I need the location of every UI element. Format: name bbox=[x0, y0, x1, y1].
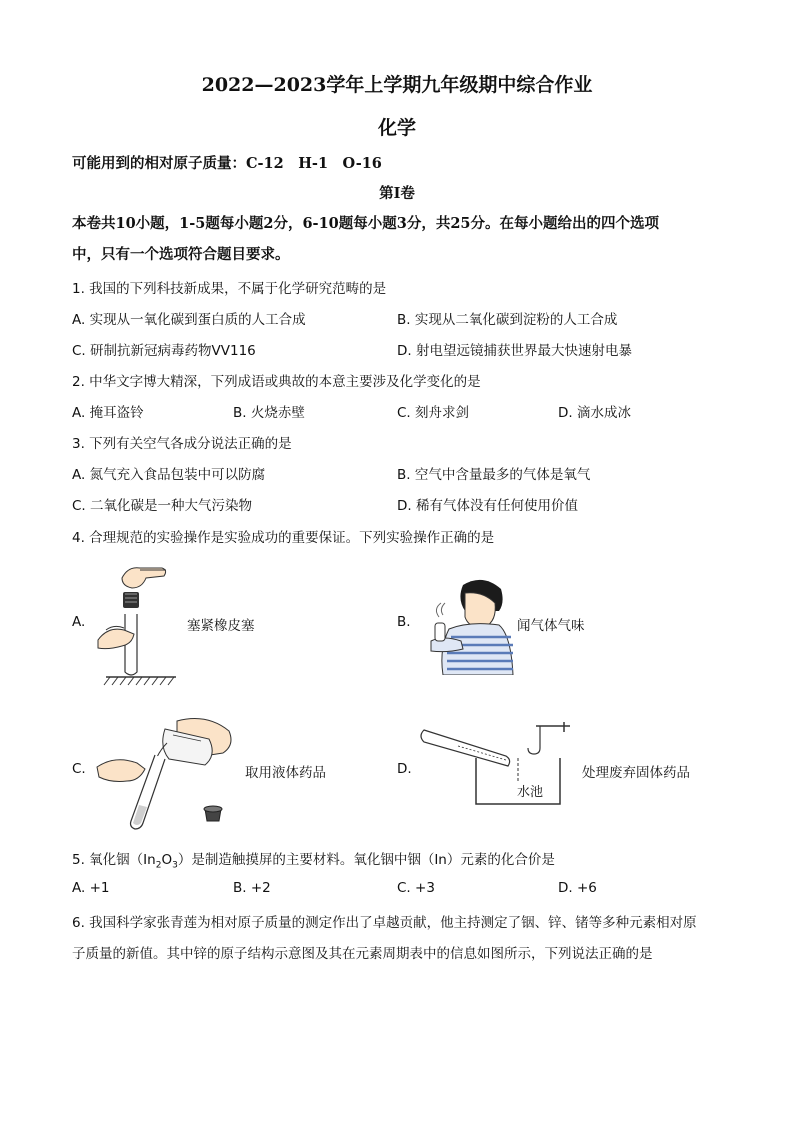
q5-option-a: A. +1 bbox=[72, 880, 110, 896]
smelling-gas-figure bbox=[425, 575, 515, 675]
q4-option-a-letter: A. bbox=[72, 614, 86, 630]
q4-option-a-caption: 塞紧橡皮塞 bbox=[187, 618, 255, 634]
q2-option-b: B. 火烧赤壁 bbox=[233, 405, 305, 421]
q4-option-d-caption: 处理废弃固体药品 bbox=[582, 765, 690, 781]
q3-option-c: C. 二氧化碳是一种大气污染物 bbox=[72, 498, 253, 514]
sink-disposal-figure bbox=[418, 718, 578, 810]
q5-stem-post: ）是制造触摸屏的主要材料。氧化铟中铟（In）元素的化合价是 bbox=[177, 852, 555, 868]
q3-option-a: A. 氮气充入食品包装中可以防腐 bbox=[72, 467, 266, 483]
q6-line-1: 6. 我国科学家张青莲为相对原子质量的测定作出了卓越贡献，他主持测定了铟、锌、锗等多种元素相对原 bbox=[72, 915, 697, 931]
q5-option-c: C. +3 bbox=[397, 880, 435, 896]
q1-option-c: C. 研制抗新冠病毒药物VV116 bbox=[72, 343, 256, 359]
q1-option-a: A. 实现从一氧化碳到蛋白质的人工合成 bbox=[72, 312, 306, 328]
q5-option-b: B. +2 bbox=[233, 880, 271, 896]
q4-option-b-letter: B. bbox=[397, 614, 411, 630]
sink-label: 水池 bbox=[517, 785, 544, 800]
q3-option-d: D. 稀有气体没有任何使用价值 bbox=[397, 498, 578, 514]
q4-option-c-caption: 取用液体药品 bbox=[245, 765, 326, 781]
q4-stem: 4. 合理规范的实验操作是实验成功的重要保证。下列实验操作正确的是 bbox=[72, 530, 495, 546]
q4-option-b-caption: 闻气体气味 bbox=[517, 618, 585, 634]
q3-option-b: B. 空气中含量最多的气体是氧气 bbox=[397, 467, 591, 483]
q5-sub-2: 3 bbox=[172, 860, 178, 871]
q5-option-d: D. +6 bbox=[558, 880, 597, 896]
q5-stem-mid: O bbox=[161, 852, 173, 868]
q2-stem: 2. 中华文字博大精深，下列成语或典故的本意主要涉及化学变化的是 bbox=[72, 374, 481, 390]
q3-stem: 3. 下列有关空气各成分说法正确的是 bbox=[72, 436, 292, 452]
q6-line-2: 子质量的新值。其中锌的原子结构示意图及其在元素周期表中的信息如图所示，下列说法正确的是 bbox=[72, 946, 653, 962]
q5-sub-1: 2 bbox=[155, 860, 162, 871]
atomic-masses: 可能用到的相对原子质量：C-12 H-1 O-16 bbox=[72, 155, 382, 172]
q1-stem: 1. 我国的下列科技新成果，不属于化学研究范畴的是 bbox=[72, 281, 387, 297]
instructions-line-1: 本卷共10小题，1-5题每小题2分，6-10题每小题3分，共25分。在每小题给出的四个选项 bbox=[72, 215, 660, 232]
page-title: 2022—2023学年上学期九年级期中综合作业 bbox=[201, 74, 593, 96]
q1-option-b: B. 实现从二氧化碳到淀粉的人工合成 bbox=[397, 312, 618, 328]
q4-option-c-letter: C. bbox=[72, 761, 86, 777]
pouring-liquid-figure bbox=[95, 715, 240, 830]
q4-option-d-letter: D. bbox=[397, 761, 412, 777]
subject-title: 化学 bbox=[377, 117, 416, 139]
section-title: 第I卷 bbox=[379, 185, 415, 202]
q2-option-c: C. 刻舟求剑 bbox=[397, 405, 470, 421]
stopper-insertion-figure bbox=[92, 560, 182, 690]
q1-option-d: D. 射电望远镜捕获世界最大快速射电暴 bbox=[397, 343, 632, 359]
q2-option-d: D. 滴水成冰 bbox=[558, 405, 631, 421]
q2-option-a: A. 掩耳盗铃 bbox=[72, 405, 144, 421]
q5-stem-pre: 5. 氧化铟（In bbox=[72, 852, 156, 868]
instructions-line-2: 中，只有一个选项符合题目要求。 bbox=[72, 246, 290, 263]
q5-stem bbox=[72, 848, 555, 871]
